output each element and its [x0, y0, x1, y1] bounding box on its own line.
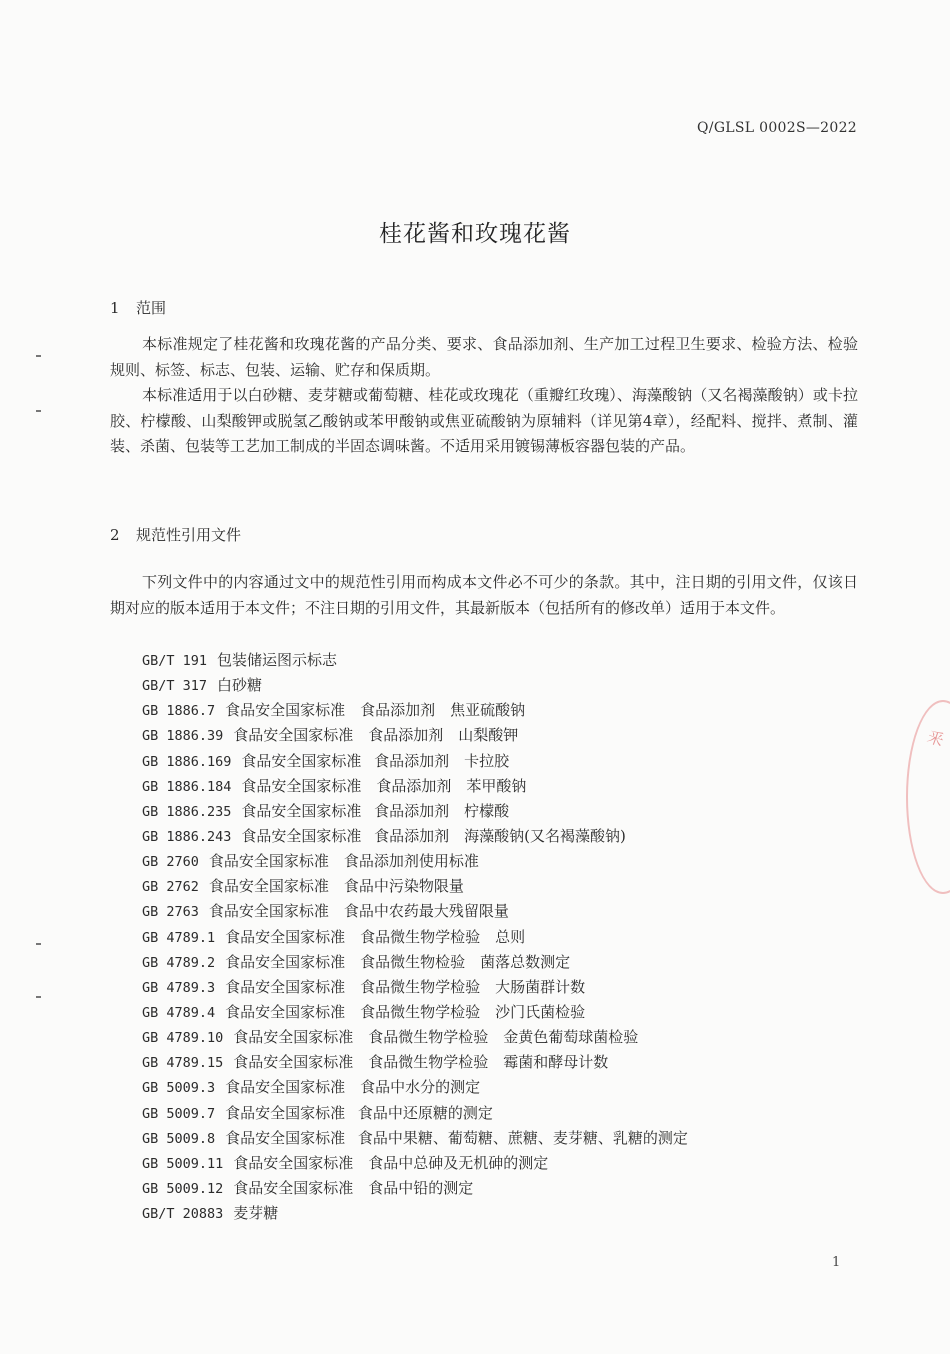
reference-title: 食品安全国家标准 食品中水分的测定 [225, 1078, 481, 1097]
reference-title: 食品安全国家标准 食品中污染物限量 [208, 877, 464, 896]
reference-item [142, 673, 688, 698]
reference-title: 包装储运图示标志 [217, 651, 338, 669]
reference-title: 白砂糖 [217, 676, 263, 695]
reference-item [142, 899, 688, 924]
reference-item [142, 698, 688, 723]
section-number: 2 [110, 526, 120, 544]
reference-code: GB 2762 [142, 879, 199, 896]
reference-item [142, 925, 688, 950]
reference-code: GB 4789.4 [142, 1004, 216, 1021]
references-intro: 下列文件中的内容通过文中的规范性引用而构成本文件必不可少的条款。其中，注日期的引用文件，仅该日期对应的版本适用于本文件；不注日期的引用文件，其最新版本（包括所有的修改单）适用于本文件。 [110, 573, 858, 617]
section-heading-scope [110, 297, 166, 318]
reference-item [142, 749, 688, 774]
reference-item [142, 975, 688, 1000]
reference-item [142, 849, 688, 874]
reference-code: GB/T 191 [142, 653, 208, 669]
reference-code: GB/T 20883 [142, 1206, 224, 1223]
reference-item [142, 1151, 688, 1176]
reference-title: 食品安全国家标准 食品添加剂使用标准 [208, 852, 479, 871]
reference-item [142, 1201, 688, 1226]
reference-code: GB 4789.15 [142, 1055, 224, 1072]
reference-title: 食品安全国家标准 食品微生物学检验 金黄色葡萄球菌检验 [233, 1028, 639, 1047]
document-code: Q/GLSL 0002S—2022 [697, 120, 857, 136]
reference-code: GB 1886.235 [142, 803, 232, 820]
reference-code: GB 2760 [142, 854, 199, 871]
reference-title: 食品安全国家标准 食品中还原糖的测定 [225, 1103, 493, 1122]
scan-speck [36, 943, 41, 945]
reference-title: 食品安全国家标准 食品添加剂 海藻酸钠(又名褐藻酸钠) [241, 826, 626, 845]
reference-item [142, 1126, 688, 1151]
reference-item [142, 1025, 688, 1050]
reference-code: GB 5009.7 [142, 1105, 216, 1122]
reference-title: 食品安全国家标准 食品中农药最大残留限量 [208, 902, 509, 921]
reference-item [142, 1101, 688, 1126]
reference-title: 食品安全国家标准 食品中铅的测定 [233, 1178, 474, 1197]
reference-code: GB 4789.3 [142, 979, 216, 996]
reference-code: GB 2763 [142, 904, 199, 921]
reference-code: GB 5009.3 [142, 1080, 216, 1097]
section-heading-references [110, 524, 241, 545]
page-number: 1 [832, 1255, 841, 1270]
stamp-fragment-text: 釆 [924, 726, 947, 751]
reference-code: GB 1886.243 [142, 828, 232, 845]
reference-item [142, 799, 688, 824]
reference-title: 食品安全国家标准 食品添加剂 山梨酸钾 [233, 726, 519, 745]
document-title: 桂花酱和玫瑰花酱 [379, 221, 571, 247]
reference-title: 食品安全国家标准 食品微生物学检验 总则 [225, 927, 526, 946]
reference-title: 食品安全国家标准 食品中果糖、葡萄糖、蔗糖、麦芽糖、乳糖的测定 [225, 1128, 688, 1147]
section-title: 范围 [136, 299, 167, 317]
reference-item [142, 648, 688, 673]
scan-speck [36, 996, 41, 998]
scope-paragraph-1: 本标准规定了桂花酱和玫瑰花酱的产品分类、要求、食品添加剂、生产加工过程卫生要求、检验方法、检验规则、标签、标志、包装、运输、贮存和保质期。 [110, 335, 858, 379]
reference-title: 食品安全国家标准 食品微生物检验 菌落总数测定 [225, 952, 571, 971]
reference-item [142, 824, 688, 849]
reference-title: 食品安全国家标准 食品中总砷及无机砷的测定 [233, 1153, 549, 1172]
reference-code: GB 4789.1 [142, 929, 216, 946]
reference-item [142, 1176, 688, 1201]
reference-item [142, 774, 688, 799]
reference-code: GB 1886.169 [142, 753, 232, 770]
reference-item [142, 1075, 688, 1100]
reference-title: 食品安全国家标准 食品添加剂 苯甲酸钠 [241, 776, 527, 795]
reference-code: GB 4789.10 [142, 1030, 224, 1047]
reference-code: GB 1886.7 [142, 703, 216, 720]
section-title: 规范性引用文件 [136, 526, 242, 544]
scan-speck [36, 355, 41, 357]
reference-title: 麦芽糖 [233, 1204, 279, 1223]
reference-code: GB 4789.2 [142, 954, 216, 971]
scope-paragraph-2: 本标准适用于以白砂糖、麦芽糖或葡萄糖、桂花或玫瑰花（重瓣红玫瑰）、海藻酸钠（又名褐藻酸钠）或卡拉胶、柠檬酸、山梨酸钾或脱氢乙酸钠或苯甲酸钠或焦亚硫酸钠为原辅料（详见第4章），经配料、搅拌、煮制、灌装、杀菌、包装等工艺加工制成的半固态调味酱。不适用采用镀锡薄板容器包装的产品。 [110, 386, 858, 455]
reference-item [142, 723, 688, 748]
reference-list [142, 648, 688, 1226]
reference-code: GB 5009.8 [142, 1130, 216, 1147]
reference-code: GB 1886.39 [142, 728, 224, 745]
reference-title: 食品安全国家标准 食品添加剂 卡拉胶 [241, 751, 510, 770]
reference-code: GB 5009.12 [142, 1180, 224, 1197]
reference-title: 食品安全国家标准 食品微生物学检验 沙门氏菌检验 [225, 1002, 586, 1021]
section-number: 1 [110, 299, 120, 317]
reference-code: GB 1886.184 [142, 778, 232, 795]
reference-item [142, 874, 688, 899]
reference-title: 食品安全国家标准 食品添加剂 焦亚硫酸钠 [225, 701, 526, 720]
reference-item [142, 1000, 688, 1025]
reference-code: GB 5009.11 [142, 1155, 224, 1172]
reference-title: 食品安全国家标准 食品微生物学检验 大肠菌群计数 [225, 977, 586, 996]
reference-code: GB/T 317 [142, 678, 208, 695]
reference-item [142, 950, 688, 975]
scan-speck [36, 410, 41, 412]
reference-item [142, 1050, 688, 1075]
reference-title: 食品安全国家标准 食品添加剂 柠檬酸 [241, 801, 510, 820]
reference-title: 食品安全国家标准 食品微生物学检验 霉菌和酵母计数 [233, 1053, 609, 1072]
